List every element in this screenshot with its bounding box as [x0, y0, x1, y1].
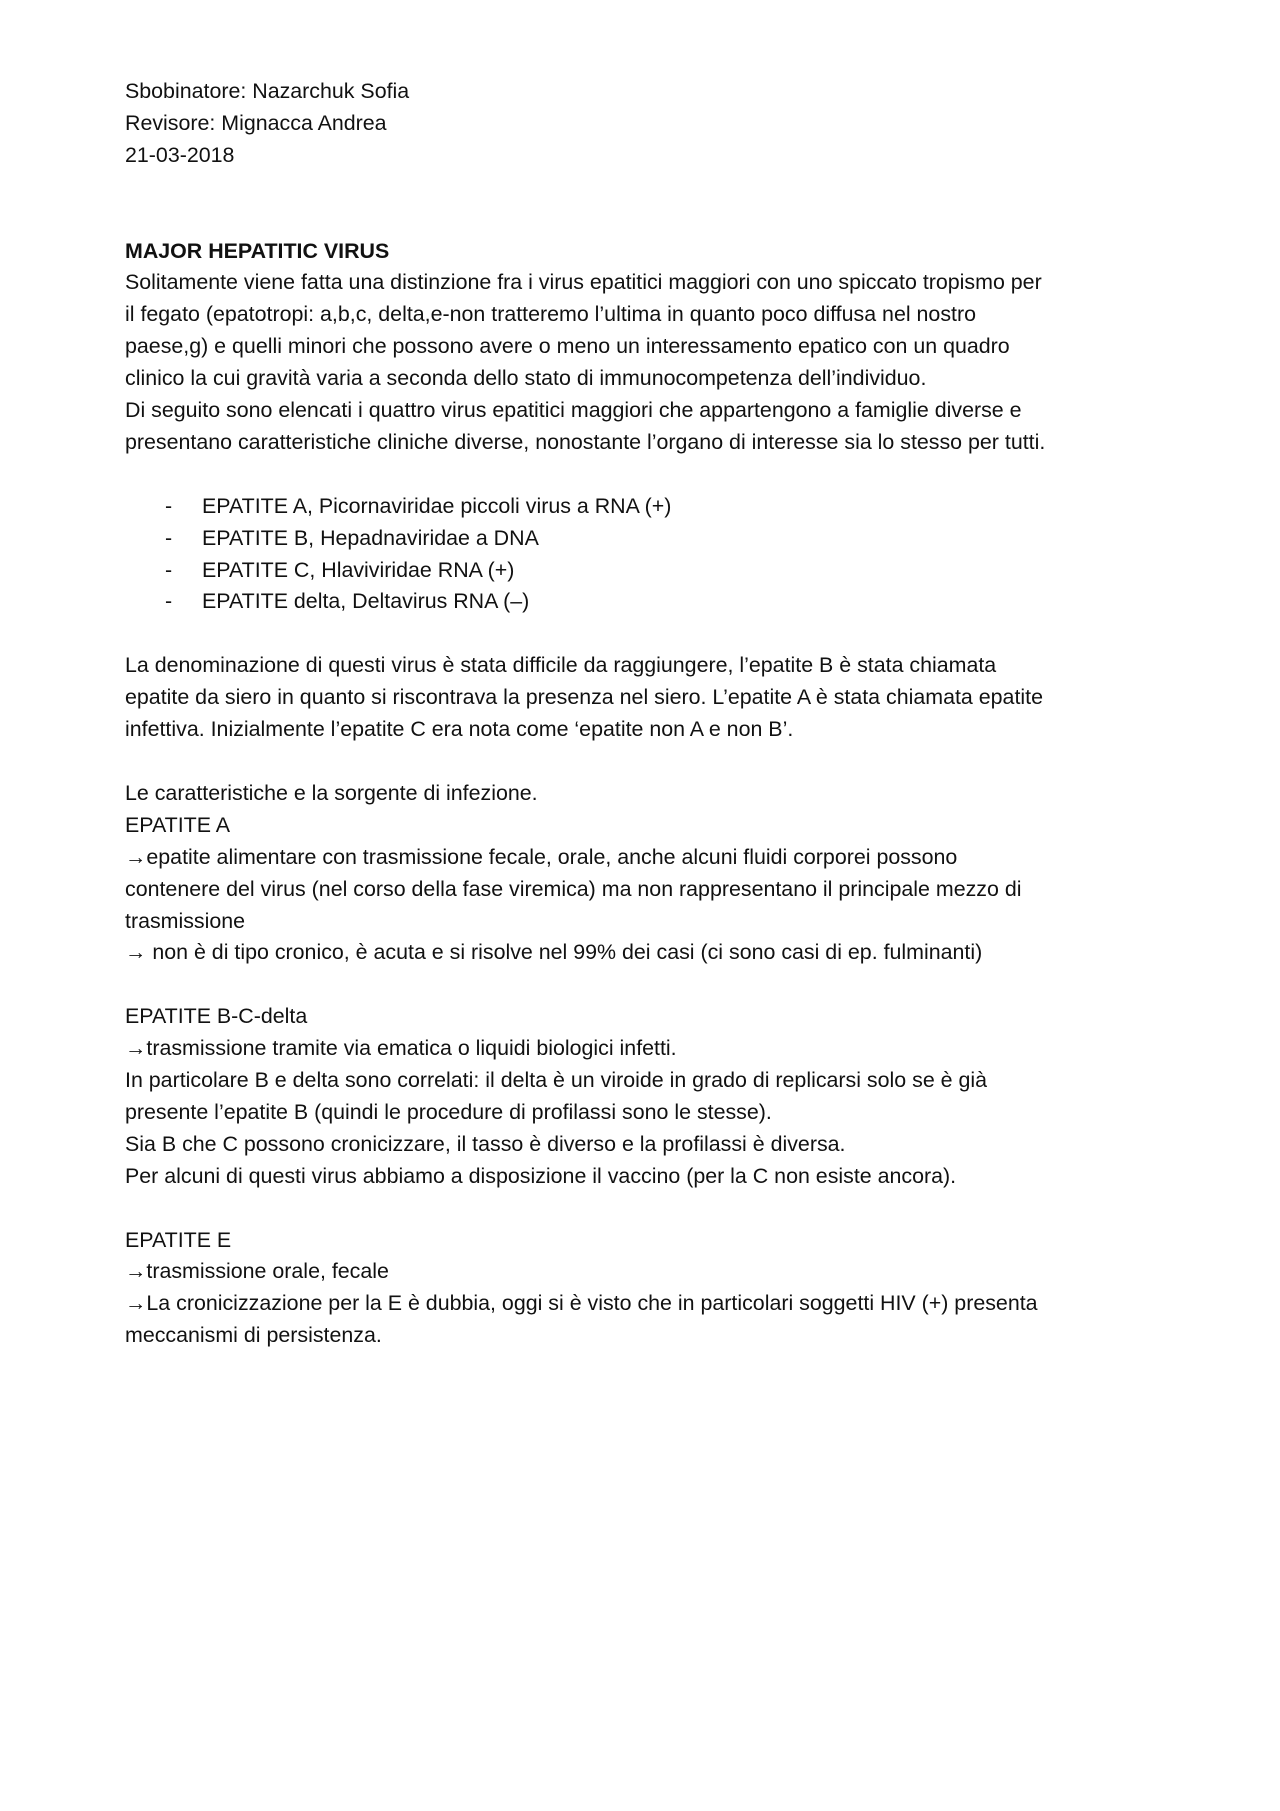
arrow-right-icon: → [125, 1291, 147, 1316]
hep-bcd-point-text: trasmissione tramite via ematica o liquidi biologici infetti. [146, 1036, 677, 1061]
section-title: MAJOR HEPATITIC VIRUS [125, 238, 390, 263]
naming-line: epatite da siero in quanto si riscontrava la presenza nel siero. L’epatite A è stata chiamata epatite [125, 685, 1043, 710]
list-marker: - [165, 589, 173, 614]
spacer [125, 459, 1160, 491]
arrow-right-icon: → [125, 1259, 147, 1284]
intro-line: paese,g) e quelli minori che possono avere o meno un interessamento epatico con un quadro [125, 334, 1010, 359]
intro-line: Solitamente viene fatta una distinzione fra i virus epatitici maggiori con uno spiccato tropismo per [125, 270, 1042, 295]
hep-bcd-line: In particolare B e delta sono correlati: il delta è un viroide in grado di replicarsi solo se è già [125, 1068, 988, 1093]
list-marker: - [165, 557, 173, 582]
virus-list [125, 491, 1160, 619]
list-marker: - [165, 525, 173, 550]
hep-a-point-text: non è di tipo cronico, è acuta e si risolve nel 99% dei casi (ci sono casi di ep. fulminanti) [146, 940, 983, 965]
naming-line: infettiva. Inizialmente l’epatite C era nota come ‘epatite non A e non B’. [125, 717, 794, 742]
section-features [125, 778, 1160, 1352]
intro-line: clinico la cui gravità varia a seconda dello stato di immunocompetenza dell’individuo. [125, 366, 927, 391]
date-line: 21-03-2018 [125, 142, 235, 167]
hep-e-title: EPATITE E [125, 1227, 232, 1252]
naming-line: La denominazione di questi virus è stata difficile da raggiungere, l’epatite B è stata chiamata [125, 653, 997, 678]
section-major-virus [125, 236, 1160, 746]
intro-line: Di seguito sono elencati i quattro virus epatitici maggiori che appartengono a famiglie diverse e [125, 398, 1022, 423]
list-item-text: EPATITE A, Picornaviridae piccoli virus a RNA (+) [202, 493, 672, 518]
arrow-right-icon: → [125, 940, 147, 965]
list-item-text: EPATITE C, Hlaviviridae RNA (+) [202, 557, 515, 582]
hep-a-title: EPATITE A [125, 812, 230, 837]
spacer [125, 969, 1160, 1001]
list-item-text: EPATITE B, Hepadnaviridae a DNA [202, 525, 539, 550]
features-intro: Le caratteristiche e la sorgente di infezione. [125, 780, 538, 805]
hep-e-point-text: trasmissione orale, fecale [146, 1259, 389, 1284]
hep-bcd-line: Sia B che C possono cronicizzare, il tasso è diverso e la profilassi è diversa. [125, 1131, 846, 1156]
list-marker: - [165, 493, 173, 518]
hep-bcd-title: EPATITE B-C-delta [125, 1004, 308, 1029]
spacer [125, 1193, 1160, 1225]
hep-a-line: contenere del virus (nel corso della fase viremica) ma non rappresentano il principale mezzo di [125, 876, 1022, 901]
list-item-text: EPATITE delta, Deltavirus RNA (–) [202, 589, 530, 614]
list-item [165, 555, 1160, 587]
spacer [125, 172, 1160, 236]
list-item [165, 523, 1160, 555]
hep-a-point-text: epatite alimentare con trasmissione fecale, orale, anche alcuni fluidi corporei possono [146, 844, 958, 869]
hep-e-point [125, 1256, 1160, 1288]
list-item [165, 586, 1160, 618]
hep-bcd-point [125, 1033, 1160, 1065]
hep-a-point [125, 842, 1160, 874]
list-item [165, 491, 1160, 523]
document-header [125, 76, 1160, 172]
arrow-right-icon: → [125, 1036, 147, 1061]
spacer [125, 618, 1160, 650]
hep-e-point-text: La cronicizzazione per la E è dubbia, oggi si è visto che in particolari soggetti HIV (+) presenta [146, 1291, 1038, 1316]
arrow-right-icon: → [125, 844, 147, 869]
intro-line: il fegato (epatotropi: a,b,c, delta,e-non tratteremo l’ultima in quanto poco diffusa nel nostro [125, 302, 976, 327]
hep-a-point [125, 937, 1160, 969]
hep-e-point [125, 1288, 1160, 1320]
hep-e-line: meccanismi di persistenza. [125, 1323, 382, 1348]
spacer [125, 746, 1160, 778]
intro-line: presentano caratteristiche cliniche diverse, nonostante l’organo di interesse sia lo stesso per tutti. [125, 429, 1046, 454]
reviewer-line: Revisore: Mignacca Andrea [125, 110, 387, 135]
hep-a-line: trasmissione [125, 908, 246, 933]
author-line: Sbobinatore: Nazarchuk Sofia [125, 79, 410, 103]
hep-bcd-line: Per alcuni di questi virus abbiamo a disposizione il vaccino (per la C non esiste ancora). [125, 1163, 957, 1188]
hep-bcd-line: presente l’epatite B (quindi le procedure di profilassi sono le stesse). [125, 1099, 772, 1124]
